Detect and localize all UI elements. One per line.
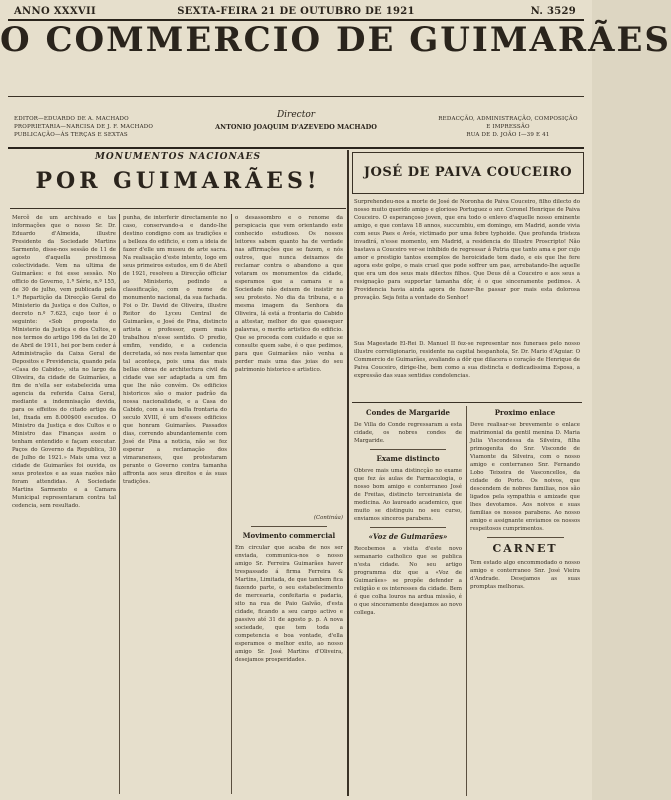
wedding-text: Deve realisar-se brevemente o enlace matrimonial da gentil menina D. Maria Julia Viscondessa da Silveira, filha primogenita do Snr. Visconde de Viamonte da Silveira, com o nosso amigo e conterraneo Snr. Fernando Lobo Teixeira de Vasconcellos, da cidade do Porto. Os noivos, que descendem de nobres familias, nos são ligados pela sympathia e amizade que lhes devotamos. Aos noivos e suas familias os nossos parabens. Ao nosso amigo e assignante enviamos os nossos respeitosos cumprimentos.: [470, 422, 580, 532]
masthead-title: O COMMERCIO DE GUIMARÃES: [0, 20, 671, 60]
editor-line: EDITOR—EDUARDO DE A. MACHADO: [14, 116, 129, 122]
voz-title: «Voz de Guimarães»: [368, 532, 448, 541]
left-info: [14, 115, 184, 139]
commercial-section-text: Em circular que acaba de nos ser enviada, communica-nos o nosso amigo Sr. Ferreira Guimarães haver trespassado á firma Ferreira & Martins, Limitada, de que tambem fica fazendo parte, o seu estabelecimento de mercearia, confeitaria e padaria, sito na rua de Paio Galvão, d'esta cidade, ficando a seu cargo activo e passivo até 31 de agosto p. p. A nova sociedade, que tem toda a competencia e boa vontade, d'ella esperamos o melhor exito, ao nosso amigo Sr. José Martins d'Oliveira, desejamos prosperidades.: [235, 545, 343, 663]
press-line: E IMPRESSÃO: [486, 124, 530, 130]
right-info: [438, 115, 578, 139]
director-label: Director: [276, 110, 316, 120]
issue-year: ANNO XXXVII: [14, 6, 96, 17]
feature-rule: [352, 402, 582, 403]
address-line: RUA DE D. JOÃO I—39 E 41: [466, 132, 550, 138]
headline-rule: [10, 208, 346, 209]
news-column-a: [354, 406, 462, 796]
feature-text-2: Sua Magestade El-Rei D. Manuel II fez-se representar nos funeraes pelo nosso illustre correligionario, residente na capital hespanhola, Sr. Dr. Mario d'Aguiar. O Commercio de Guimarães, avaliando a dôr que dilacera o coração de Henrique de Paiva Couceiro, dirige-lhe, bem como a sua distincta e dedicadissima Esposa, a expressão das suas sentidas condolencias.: [354, 341, 580, 379]
issue-number: N. 3529: [530, 6, 576, 17]
counts-title: Condes de Margaride: [366, 408, 450, 417]
column-rule-2: [231, 214, 232, 794]
article-kicker: MONUMENTOS NACIONAES: [94, 152, 262, 162]
continued-note: (Continúa): [313, 515, 343, 521]
article-column-1: Mercê de um archivado e tas informações que o nosso Sr. Dr. Eduardo d'Almeida, illustre Presidente da Sociedade Martins Sarmento, disse-nos sessão de 11 de agosto d'aquella prestimosa colectividade. Vem na ultima de Guimarães: e foi esse sessão. No officio do Governo, 1.ª Série, n.º 155, de 30 de julho, vem publicada pela 1.ª Repartição da Direcção Geral do Ministerio da Justiça e dos Cultos, o decreto n.º 7.623, cujo teor é o seguinte: «Sob proposta do Ministerio da Justiça e dos Cultos, e nos termos do artigo 196 da lei de 20 de Abril de 1911, hei por bem ceder á Administração da Caixa Geral de Depositos e Previdencia, quando pela «Casa do Cabido», sita no largo da Oliveira, da cidade de Guimarães, a fim de n'ella ser estabelecida uma agencia da referida Caixa Geral, mediante a indemnisação devida, para os effeitos do citado artigo da lei, fixada em 8.000$00 escudos. O Ministro da Justiça e dos Cultos e o Ministro das Finanças assim o tenham entendido e façam executar. Paços do Governo da Republica, 30 de Julho de 1921.» Mais uma vez a cidade de Guimarães foi ouvida, os seus protestos e as suas razões não foram attendidas. A Sociedade Martins Sarmento e a Camara Municipal representaram contra tal cedencia, sem resultado.: [12, 215, 116, 509]
feature-title: JOSÉ DE PAIVA COUCEIRO: [363, 165, 573, 180]
column-rule-1: [119, 214, 120, 794]
issue-date: SEXTA-FEIRA 21 DE OUTUBRO DE 1921: [177, 6, 415, 17]
header-rule: [8, 147, 584, 149]
publication-line: PUBLICAÇÃO—ÁS TERÇAS E SEXTAS: [14, 132, 128, 138]
news-rule-b1: [487, 537, 564, 538]
page-divider: [347, 150, 349, 796]
news-column-b: [470, 406, 580, 796]
commercial-section-title: Movimento commercial: [242, 531, 336, 540]
article-column-2: punha, de interferir directamente no caso, conservando-a e dando-lhe destino condigno com as tradições e a belleza do edificio, e com a ideia de fazer d'elle um museu de arte sacra. Na realisação d'este intento, logo em seus primeiros estudos, em 6 de Abril de 1921, resolveu a Direcção officiar ao Ministerio, pedindo a classificação, com o nome de monumento nacional, da sua fachada. Foi o Dr. David de Oliveira, illustre Reitor do Lyceu Central de Guimarães, e José de Pina, distincto artista e professor, quem mais trabalhou n'esse sentido. O predio, emfim, vendido, e a cedencia decretada, só nos resta lamentar que tal aconteça, pois uma das mais bellas obras de architectura civil da cidade vae ser adaptada a um fim que lhe não convém. Os edificios historicos são o maior padrão da nossa nacionalidade, e a Casa do Cabido, com a sua bella frontaria do seculo XVIII, é um d'esses edificios que honram Guimarães. Passados dias, correndo abundantemente com José de Pina a noticia, não se fez esperar a reclamação dos vimaranenses, que protestaram perante o Governo contra tamanha affronta aos seus direitos e ás suas tradições.: [123, 215, 227, 485]
carnet-text: Tem estado algo encommodado o nosso amigo e conterraneo Snr. José Vieira d'Andrade. Desejamos as suas promptas melhoras.: [470, 560, 580, 590]
director-name: ANTONIO JOAQUIM D'AZEVEDO MACHADO: [215, 123, 377, 131]
counts-text: De Villa do Conde regressaram a esta cidade, os nobres condes de Margaride.: [354, 422, 462, 444]
voz-text: Recebemos a visita d'este novo semanario catholico que se publica n'esta cidade. No seu artigo programma diz que a «Voz de Guimarães» se propõe defender a religião e os interesses da cidade. Bem é que colha louros na ardua missão, é o que sinceramente desejamos ao novo collega.: [354, 546, 462, 616]
feature-text: Surprehendeu-nos a morte de José de Noronha de Paiva Couceiro, filho dilecto do nosso muito querido amigo e glorioso Portuguez o snr. Coronel Henrique de Paiva Couceiro. O esperançoso joven, que era todo o enlevo d'aquelle nosso eminente amigo, e que contava 18 annos, succumbiu, em domingo, em Madrid, aonde vivia com seus Paes e Avós, victimado por uma febre typhoide. Que profunda tristeza invadirá, n'esse momento, em Madrid, a residencia do Illustre Proscripto! Não bastava a Couceiro ver-se inhibido de regressar á Patria que tanto ama e por cujo amor e prestigio tantos exemplos de heroicidade tem dado, e eis que lhe fere agora este golpe, o mais cruel que pode soffrer um pae, arrebatando-lhe aquelle que era um dos seus mais dilectos filhos. Que Deus dê a Couceiro e aos seus a resignação para supportar tamanha dôr, é o que sinceramente pedimos. A Providencia havia ainda agora de fazer-lhe passar por mais esta dolorosa provação. Seja feita a vontade do Senhor!: [354, 199, 580, 301]
exam-title: Exame distincto: [376, 454, 440, 463]
article-column-3: [235, 214, 343, 794]
wedding-title: Proximo enlace: [494, 408, 556, 417]
article-column-3-text: o desassombro e o renome da perspicacia que vem orientando este conhecido estudioso. Os nossos leitores sabem quanto ha de verdade nas affirmações que se fazem, e nós outros, que nunca deixamos de reclamar contra o abandono a que votaram os monumentos da cidade, esperamos que a camara e a Sociedade não deixem de insistir no seu protesto. No dia da tribuna, e a mesma imagem da Senhora da Oliveira, lá está a frontaria do Cabido a attestar, melhor do que quaesquer palavras, o merito artistico do edificio. Que se proceda com cuidado e que se consulte quem sabe, é o que pedimos, para que Guimarães não venha a perder mais uma das joias do seu patrimonio historico e artistico.: [235, 215, 343, 373]
feature-title-box: [352, 152, 584, 194]
carnet-title: CARNET: [492, 542, 558, 555]
exam-text: Obteve mais uma distincção no exame que fez ás aulas de Farmacologia, o nosso bom amigo e conterraneo José de Freitas, distincto terceiranista de medicina. Ao laureado academico, que muito se distinguiu no seu curso, enviamos sinceros parabens.: [354, 468, 462, 522]
section-rule: [251, 526, 327, 527]
news-rule-a1: [370, 449, 446, 450]
article-headline: POR GUIMARÃES!: [35, 168, 321, 194]
owner-line: PROPRIETARIA—NARCISA DE J. F. MACHADO: [14, 124, 154, 130]
column-rule-3: [466, 406, 467, 796]
news-rule-a2: [370, 527, 446, 528]
office-line: REDACÇÃO, ADMINISTRAÇÃO, COMPOSIÇÃO: [438, 116, 578, 122]
masthead-rule: [8, 96, 584, 97]
